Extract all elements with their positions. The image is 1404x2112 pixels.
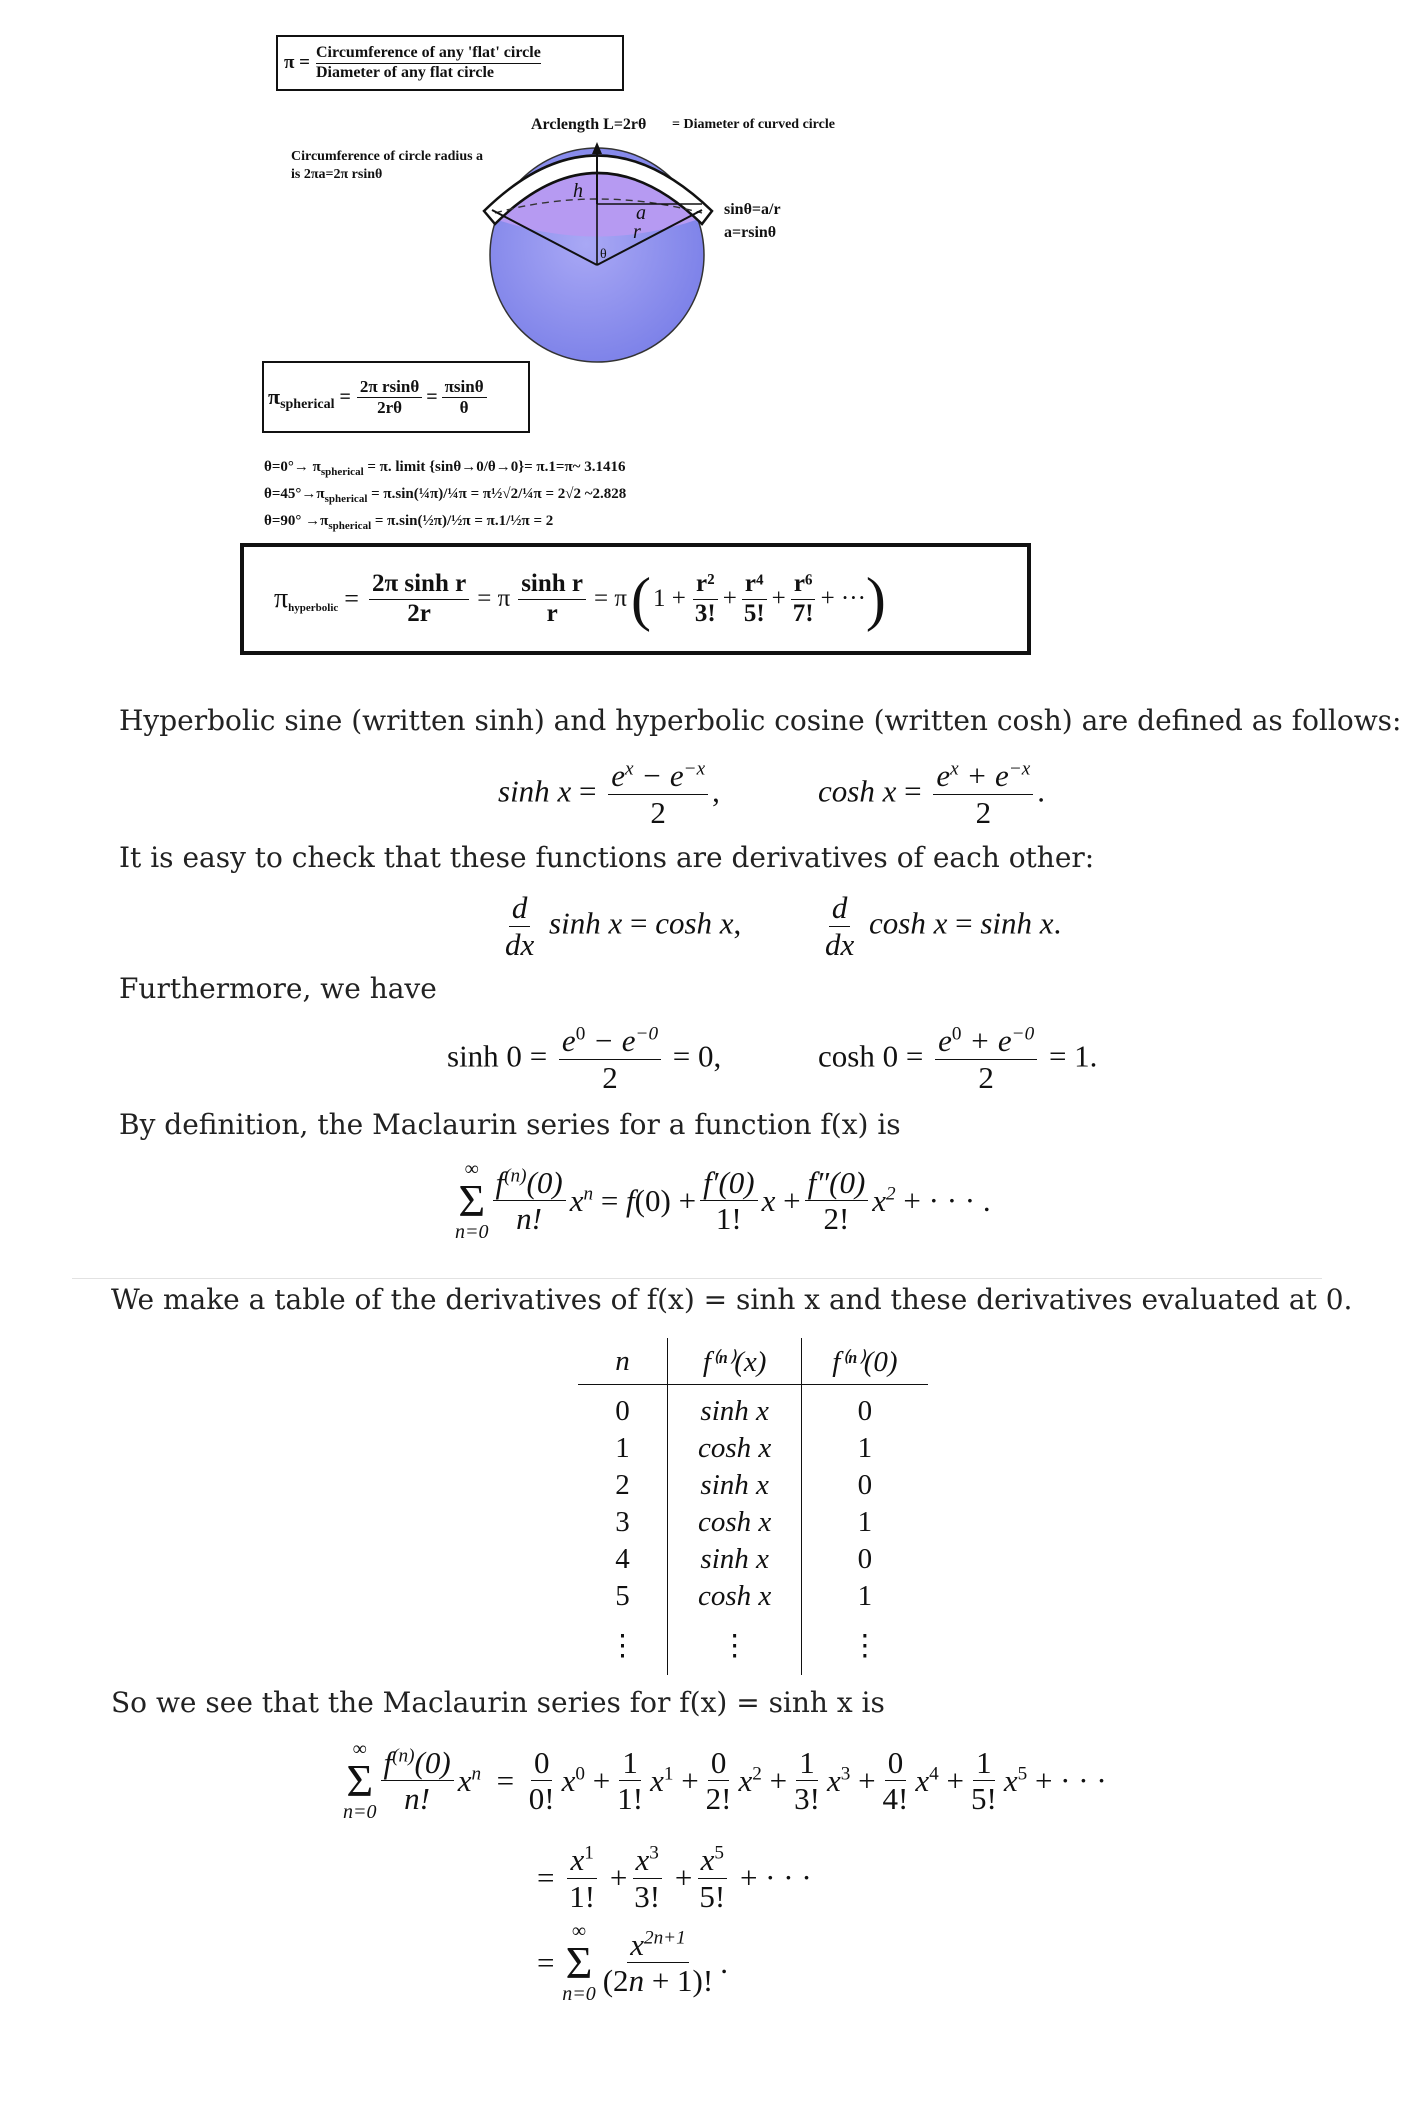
table-intro-text: We make a table of the derivatives of f(x) = sinh x and these derivatives evaluated at 0. bbox=[111, 1283, 1353, 1316]
hyperbolic-f2-num: sinh r bbox=[518, 570, 586, 600]
angle-list bbox=[264, 456, 626, 537]
cosh-derivative: $\frac{d}{dx}$ cosh x = sinh x. bbox=[825, 890, 1062, 962]
spherical-f1-den: 2rθ bbox=[377, 397, 403, 417]
derivatives-text: It is easy to check that these functions are derivatives of each other: bbox=[119, 841, 1095, 874]
sinh-zero: sinh 0 = $\frac{e^0 - e^{-0}}{2}$ = 0, bbox=[447, 1023, 722, 1095]
hyperbolic-t1-den: 3! bbox=[694, 599, 716, 627]
label-a: a bbox=[636, 202, 646, 224]
hyperbolic-t2-den: 5! bbox=[743, 599, 765, 627]
sin-theta-label: sinθ=a/r bbox=[724, 201, 781, 218]
hyperbolic-eq-pi2: = π bbox=[594, 585, 628, 612]
so-we-see-text: So we see that the Maclaurin series for f(x) = sinh x is bbox=[111, 1686, 885, 1719]
table-row: 2 sinh x 0 bbox=[578, 1467, 928, 1504]
label-r: r bbox=[633, 221, 641, 243]
cosh-definition: cosh x = $\frac{e^x + e^{-x}}{2}$ . bbox=[818, 758, 1046, 830]
hyperbolic-f1-den: 2r bbox=[407, 599, 431, 627]
label-theta: θ bbox=[600, 247, 607, 262]
hyperbolic-pi-box: π hyperbolic = $\frac{\text{2π sinh r}}{2r}$ = π $\frac{\text{sinh r}}{r}$ = π ( 1 + $\frac{\text{r²}}{3!}$ + $\frac{\text{r⁴}}{5!}$ + $\frac{\text{r⁶}}{7!}$ + ··· ) bbox=[240, 543, 1031, 655]
table-header-f0: f⁽ⁿ⁾(0) bbox=[802, 1338, 928, 1385]
spherical-f2-num: πsinθ bbox=[442, 377, 487, 398]
label-h: h bbox=[573, 180, 583, 202]
table-row: 3 cosh x 1 bbox=[578, 1504, 928, 1541]
table-row: 0 sinh x 0 bbox=[578, 1385, 928, 1431]
furthermore-text: Furthermore, we have bbox=[119, 972, 437, 1005]
pi-numerator: Circumference of any 'flat' circle bbox=[316, 44, 541, 63]
hyperbolic-tail: + ··· bbox=[820, 585, 866, 612]
sphere-diagram bbox=[480, 130, 720, 370]
maclaurin-general: ∞ Σ n=0 $\frac{f^{(n)}(0)}{n!}$ $x^n$ = f (0) + $\frac{f'(0)}{1!}$ x + $\frac{f''(0)}{2!}$ $x^2$ + · · · . bbox=[455, 1158, 991, 1243]
intro-text: Hyperbolic sine (written sinh) and hyperbolic cosine (written cosh) are defined as follows: bbox=[119, 704, 1402, 737]
table-header-row bbox=[578, 1338, 928, 1385]
pi-definition-box bbox=[276, 35, 624, 91]
hyperbolic-pi-symbol: π bbox=[274, 583, 289, 614]
hyperbolic-t2-num: r⁴ bbox=[742, 570, 767, 600]
spherical-eq: = bbox=[339, 385, 351, 408]
spherical-pi-sub: spherical bbox=[280, 397, 335, 412]
maclaurin-text: By definition, the Maclaurin series for a function f(x) is bbox=[119, 1108, 901, 1141]
sinh-series-line2: = $\frac{x^1}{1!}$ + $\frac{x^3}{3!}$ + $\frac{x^5}{5!}$ + · · · bbox=[537, 1842, 812, 1914]
hyperbolic-t1-num: r² bbox=[693, 570, 718, 600]
circumference-line1: Circumference of circle radius a bbox=[291, 149, 484, 164]
cosh-zero: cosh 0 = $\frac{e^0 + e^{-0}}{2}$ = 1. bbox=[818, 1023, 1098, 1095]
table-row: 4 sinh x 0 bbox=[578, 1541, 928, 1578]
hyperbolic-eq-pi: = π bbox=[477, 585, 511, 612]
spherical-pi-symbol: π bbox=[268, 384, 281, 409]
section-divider bbox=[72, 1278, 1322, 1279]
pi-denominator: Diameter of any flat circle bbox=[316, 63, 495, 81]
hyperbolic-f2-den: r bbox=[546, 599, 558, 627]
hyperbolic-one-plus: 1 + bbox=[653, 585, 686, 612]
sinh-definition: sinh x = $\frac{e^x - e^{-x}}{2}$ , bbox=[498, 758, 720, 830]
hyperbolic-t3-num: r⁶ bbox=[791, 570, 816, 600]
table-header-fx: f⁽ⁿ⁾(x) bbox=[668, 1338, 802, 1385]
a-rsin-label: a=rsinθ bbox=[724, 224, 777, 241]
hyperbolic-t3-den: 7! bbox=[792, 599, 814, 627]
spherical-f1-num: 2π rsinθ bbox=[357, 377, 422, 398]
table-header-n: n bbox=[615, 1344, 630, 1377]
table-row: 5 cosh x 1 bbox=[578, 1578, 928, 1615]
hyperbolic-f1-num: 2π sinh r bbox=[369, 570, 469, 600]
sinh-derivative: $\frac{d}{dx}$ sinh x = cosh x, bbox=[505, 890, 742, 962]
circumference-line2: is 2πa=2π rsinθ bbox=[291, 167, 383, 182]
derivatives-table bbox=[578, 1338, 928, 1675]
angle-line-0: $\theta=0^\circ\to \pi_{spherical} = \pi$. limit {sinθ→0/θ→0}= π.1=π~ 3.1416 bbox=[264, 459, 626, 478]
sinh-series-line1: ∞ Σ n=0 $\frac{f^{(n)}(0)}{n!}$ $x^n$ = $\frac{0}{0!}$ $x^0$ + $\frac{1}{1!}$ $x^1$ + $\frac{0}{2!}$ $x^2$ + $\frac{1}{3!}$ $x^3$ + $\frac{0}{4!}$ $x^4$ + $\frac{1}{5!}$ $x^5$ + · · · bbox=[343, 1738, 1107, 1823]
hyperbolic-pi-sub: hyperbolic bbox=[288, 602, 339, 614]
spherical-eq2: = bbox=[426, 385, 438, 408]
pi-lhs: π = bbox=[284, 52, 310, 73]
angle-line-45: $\theta=45^\circ\to\pi_{spherical}$ = π.sin(¼π)/¼π = π½√2/¼π = 2√2 ~2.828 bbox=[264, 486, 627, 505]
table-row: 1 cosh x 1 bbox=[578, 1430, 928, 1467]
arclength-label: Arclength L=2rθ bbox=[531, 116, 647, 133]
angle-line-90: $\theta=90^\circ \to\pi_{spherical}$ = π.sin(½π)/½π = π.1/½π = 2 bbox=[264, 513, 554, 532]
spherical-f2-den: θ bbox=[459, 397, 469, 417]
table-row: ⋮ ⋮ ⋮ bbox=[578, 1615, 928, 1675]
arclength-note: = Diameter of curved circle bbox=[672, 117, 835, 132]
sinh-series-line3: = ∞ Σ n=0 $\frac{x^{2n+1}}{(2n + 1)!}$ . bbox=[537, 1920, 728, 2005]
spherical-pi-box bbox=[262, 361, 530, 433]
